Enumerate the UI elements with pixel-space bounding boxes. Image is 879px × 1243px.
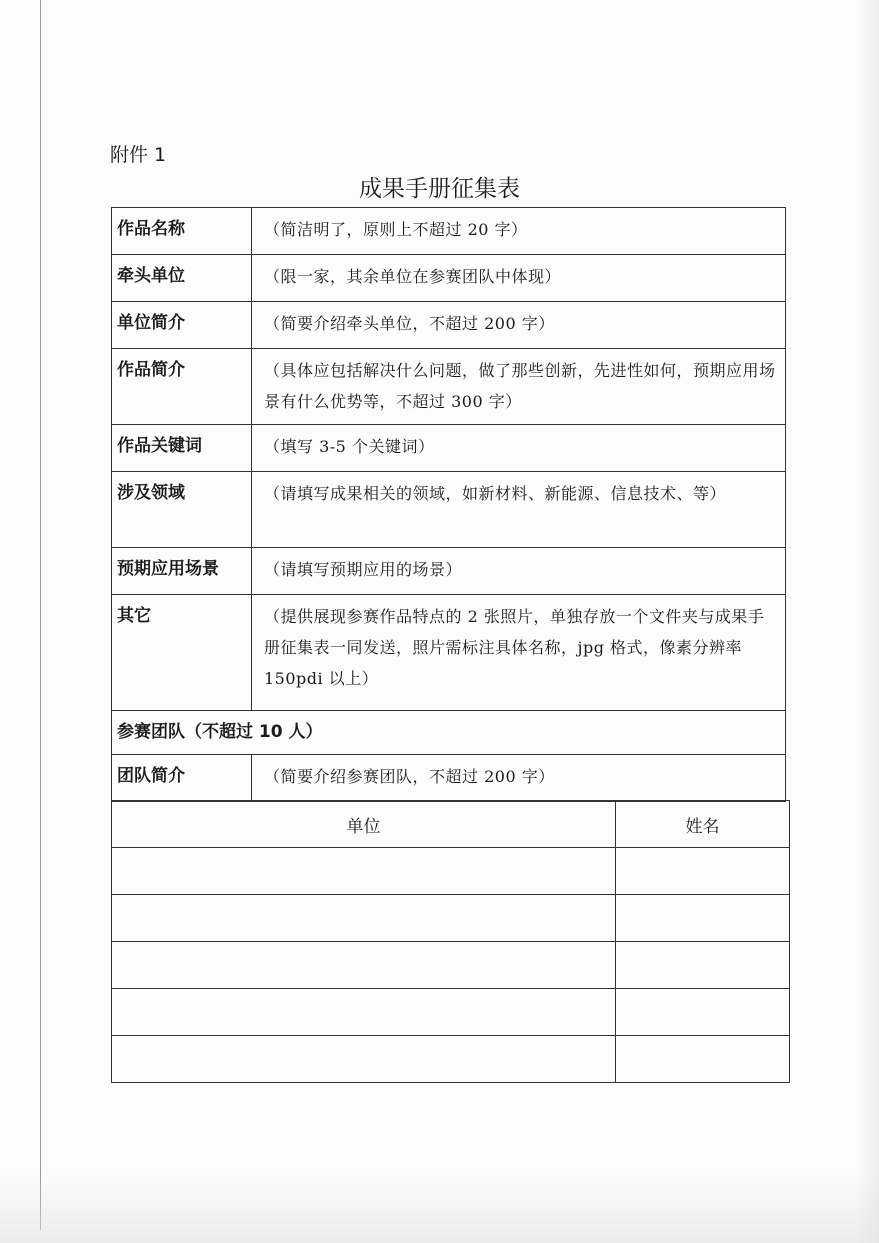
member-name-cell[interactable] bbox=[616, 848, 790, 895]
field-label-unit-intro: 单位简介 bbox=[112, 302, 252, 349]
field-label-work-intro: 作品简介 bbox=[112, 349, 252, 425]
field-value-work-name[interactable]: （简洁明了，原则上不超过 20 字） bbox=[252, 208, 786, 255]
form-row bbox=[112, 472, 786, 548]
table-row bbox=[112, 895, 790, 942]
field-value-keywords[interactable]: （填写 3-5 个关键词） bbox=[252, 425, 786, 472]
scan-bottom-shadow bbox=[0, 1170, 879, 1243]
form-row bbox=[112, 349, 786, 425]
field-value-scenarios[interactable]: （请填写预期应用的场景） bbox=[252, 548, 786, 595]
member-unit-cell[interactable] bbox=[112, 942, 616, 989]
member-table-header bbox=[112, 801, 790, 848]
field-value-other[interactable]: （提供展现参赛作品特点的 2 张照片，单独存放一个文件夹与成果手册征集表一同发送，照片需标注具体名称，jpg 格式，像素分辨率 150pdi 以上） bbox=[252, 595, 786, 711]
field-value-team-intro[interactable]: （简要介绍参赛团队，不超过 200 字） bbox=[252, 755, 786, 802]
form-row bbox=[112, 302, 786, 349]
field-label-work-name: 作品名称 bbox=[112, 208, 252, 255]
table-row bbox=[112, 1036, 790, 1083]
collection-form-table bbox=[111, 207, 786, 802]
form-row bbox=[112, 425, 786, 472]
member-name-cell[interactable] bbox=[616, 1036, 790, 1083]
form-row bbox=[112, 711, 786, 755]
table-row bbox=[112, 989, 790, 1036]
table-row bbox=[112, 848, 790, 895]
column-header-name: 姓名 bbox=[616, 801, 790, 848]
member-unit-cell[interactable] bbox=[112, 848, 616, 895]
form-row bbox=[112, 548, 786, 595]
member-unit-cell[interactable] bbox=[112, 989, 616, 1036]
field-label-lead-unit: 牵头单位 bbox=[112, 255, 252, 302]
team-section-header: 参赛团队（不超过 10 人） bbox=[112, 711, 786, 755]
field-value-lead-unit[interactable]: （限一家，其余单位在参赛团队中体现） bbox=[252, 255, 786, 302]
field-label-team-intro: 团队简介 bbox=[112, 755, 252, 802]
field-label-keywords: 作品关键词 bbox=[112, 425, 252, 472]
form-row bbox=[112, 595, 786, 711]
column-header-unit: 单位 bbox=[112, 801, 616, 848]
team-member-table bbox=[111, 800, 790, 1083]
form-row bbox=[112, 755, 786, 802]
field-value-work-intro[interactable]: （具体应包括解决什么问题，做了那些创新，先进性如何，预期应用场景有什么优势等，不超过 300 字） bbox=[252, 349, 786, 425]
field-label-domains: 涉及领域 bbox=[112, 472, 252, 548]
field-label-scenarios: 预期应用场景 bbox=[112, 548, 252, 595]
member-name-cell[interactable] bbox=[616, 942, 790, 989]
page-title: 成果手册征集表 bbox=[359, 176, 520, 202]
member-name-cell[interactable] bbox=[616, 895, 790, 942]
member-name-cell[interactable] bbox=[616, 989, 790, 1036]
form-row bbox=[112, 255, 786, 302]
field-label-other: 其它 bbox=[112, 595, 252, 711]
field-value-domains[interactable]: （请填写成果相关的领域，如新材料、新能源、信息技术、等） bbox=[252, 472, 786, 548]
table-row bbox=[112, 942, 790, 989]
form-row bbox=[112, 208, 786, 255]
attachment-label: 附件 1 bbox=[110, 144, 167, 166]
field-value-unit-intro[interactable]: （简要介绍牵头单位，不超过 200 字） bbox=[252, 302, 786, 349]
member-unit-cell[interactable] bbox=[112, 895, 616, 942]
member-unit-cell[interactable] bbox=[112, 1036, 616, 1083]
